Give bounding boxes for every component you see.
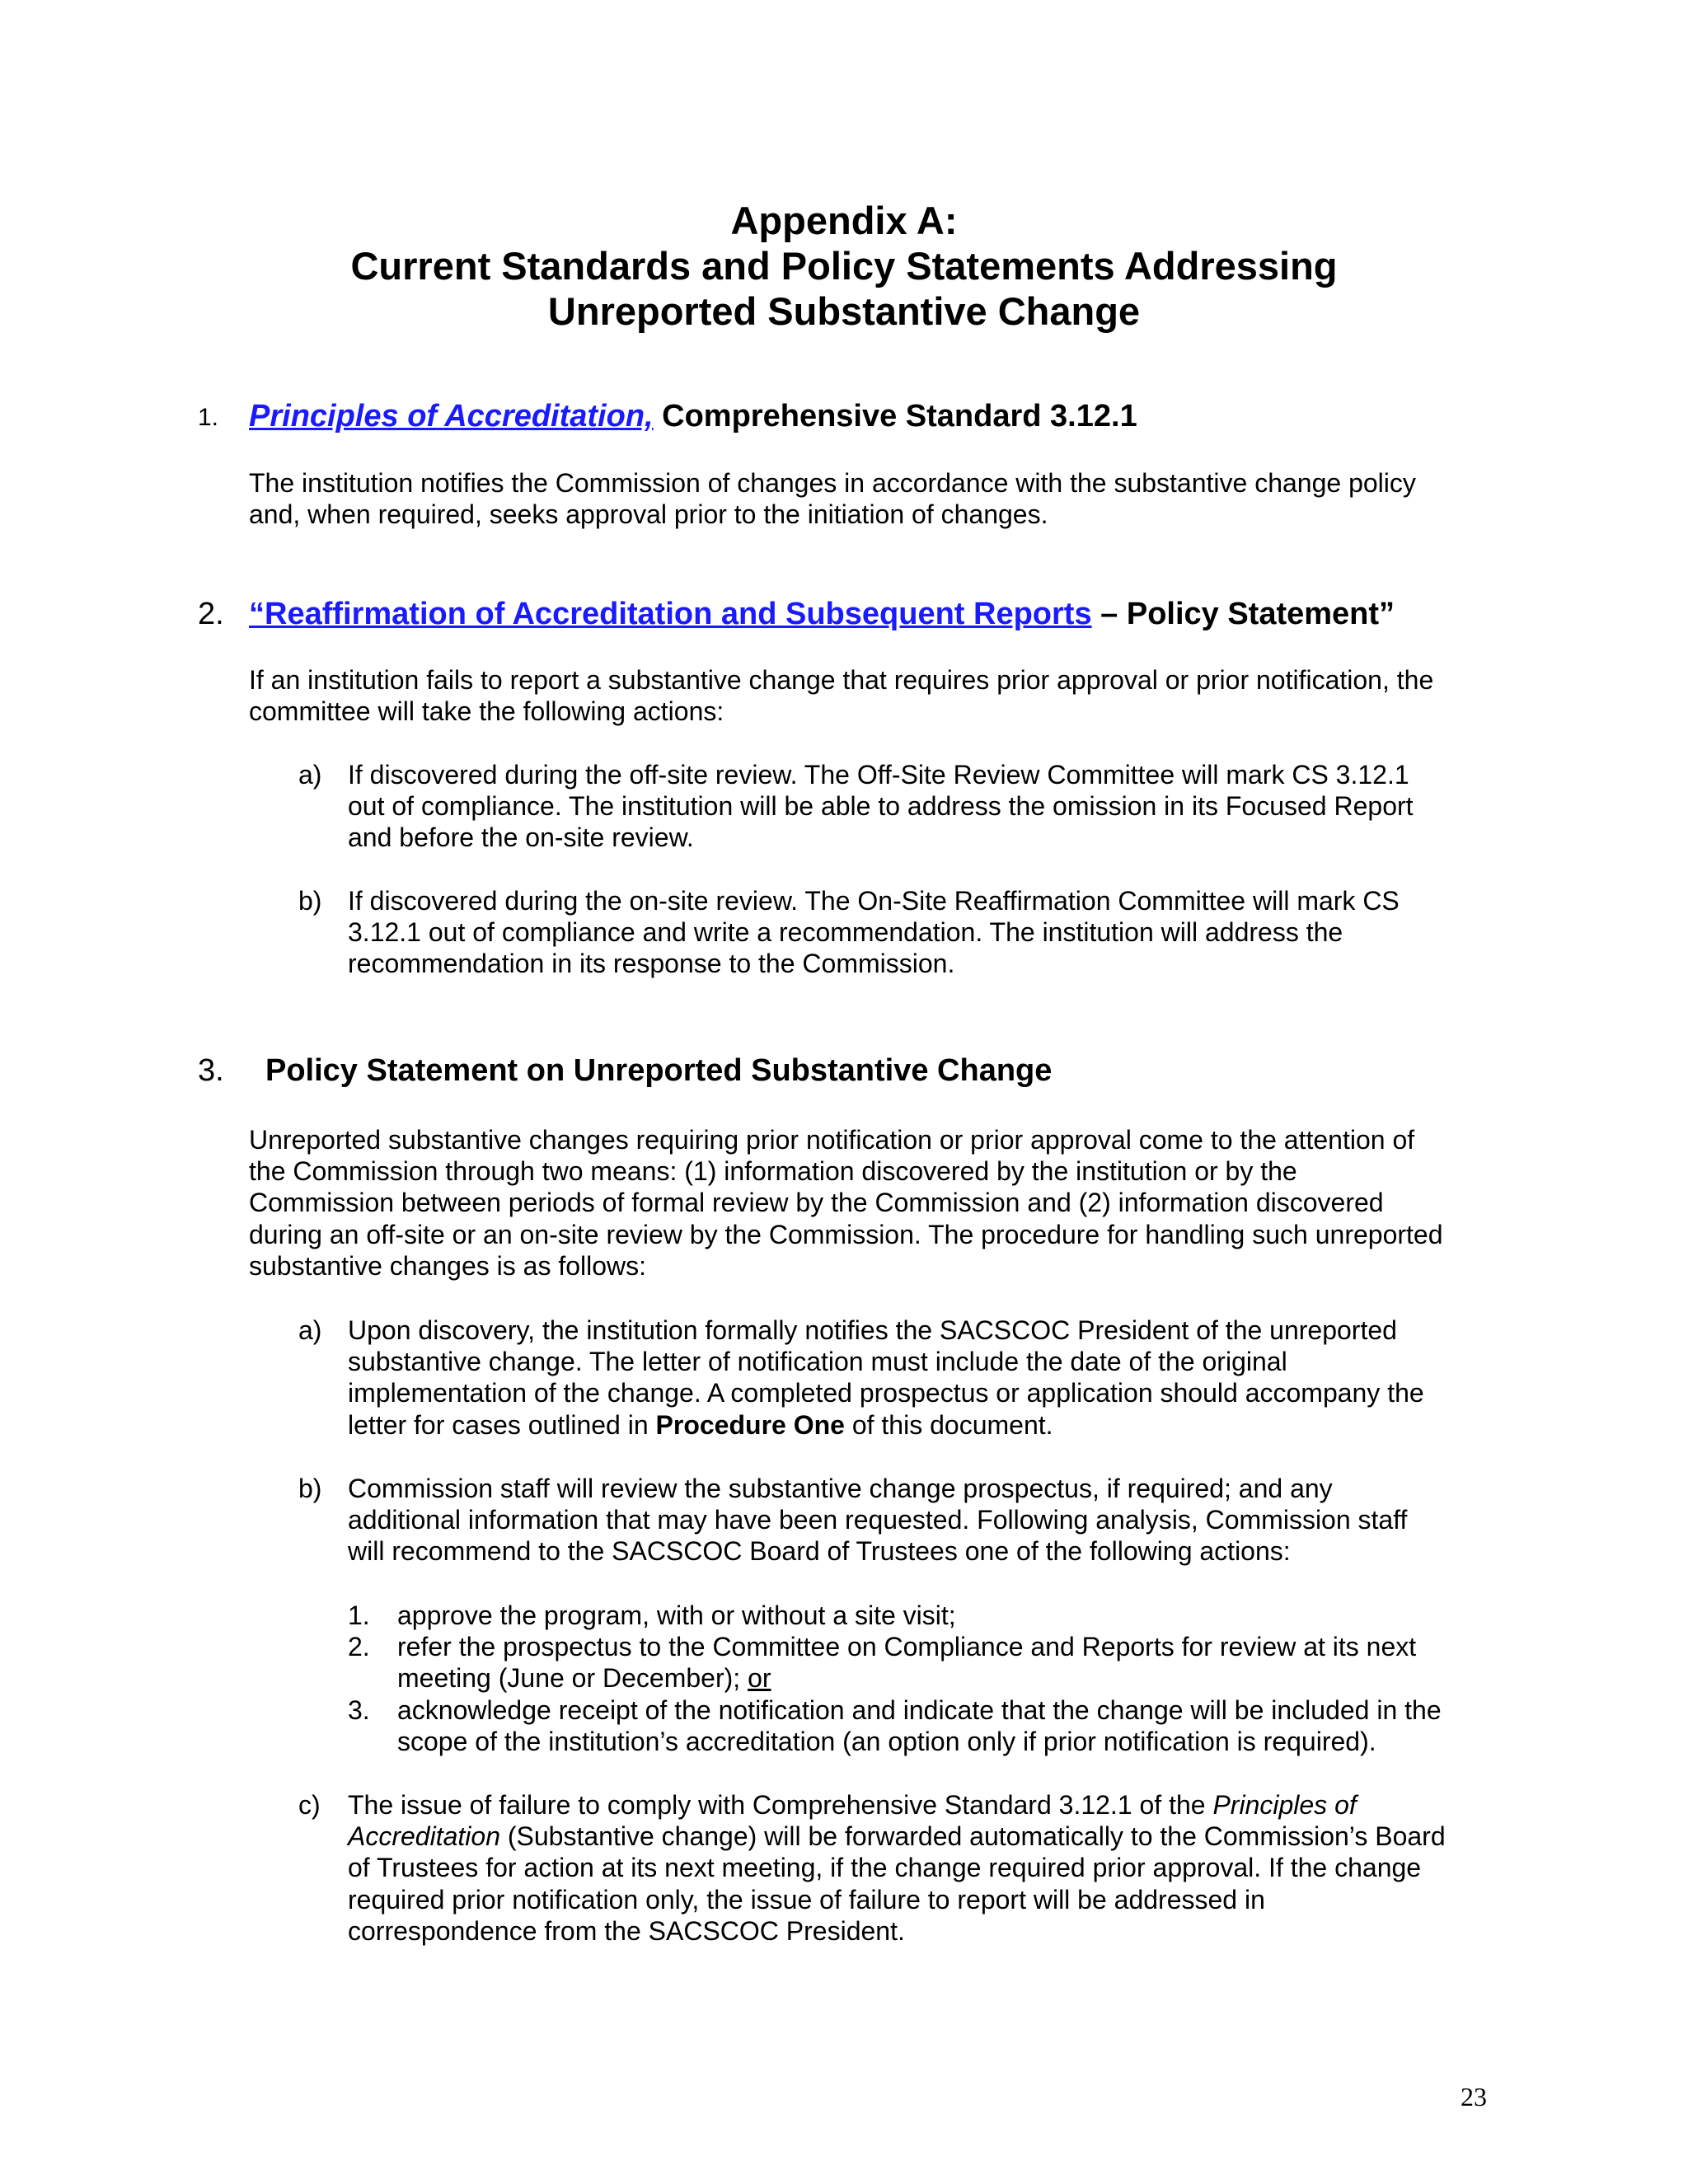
section1-heading: [249, 397, 1137, 435]
section2-item-b-line2: 3.12.1 out of compliance and write a recommendation. The institution will address the: [348, 917, 1343, 947]
appendix-title-line1: Appendix A:: [730, 199, 958, 242]
section3-intro-line4: during an off-site or an on-site review by the Commission. The procedure for handling such unreported: [249, 1220, 1443, 1249]
section2-number: 2.: [198, 597, 224, 631]
section3-item-a-line1: Upon discovery, the institution formally notifies the SACSCOC President of the unreported: [348, 1315, 1397, 1345]
subitem-2-text-line1: refer the prospectus to the Committee on Compliance and Reports for review at its next: [397, 1632, 1417, 1661]
procedure-one-emphasis: Procedure One: [655, 1410, 845, 1440]
section3-item-b-label: b): [298, 1474, 322, 1503]
section3-item-a-line4: letter for cases outlined in Procedure One of this document.: [348, 1410, 1053, 1440]
reaffirmation-link[interactable]: “Reaffirmation of Accreditation and Subsequent Reports: [249, 597, 1092, 631]
section3-item-c-line2: Accreditation (Substantive change) will be forwarded automatically to the Commission’s Board: [348, 1821, 1446, 1851]
section2-item-a-label: a): [298, 760, 322, 790]
section3-intro-line1: Unreported substantive changes requiring prior notification or prior approval come to the attention of: [249, 1125, 1415, 1155]
section2-item-a-line3: and before the on-site review.: [348, 823, 694, 852]
section3-intro-line5: substantive changes is as follows:: [249, 1251, 647, 1281]
section3-item-a-line3: implementation of the change. A completed prospectus or application should accompany the: [348, 1378, 1424, 1408]
section3-item-c-line5: correspondence from the SACSCOC President.: [348, 1916, 905, 1946]
section1-body-line1: The institution notifies the Commission of changes in accordance with the substantive change policy: [249, 468, 1416, 498]
section1-number: 1.: [198, 404, 219, 431]
section3-item-a-label: a): [298, 1315, 322, 1345]
subitem-3-text-line2: scope of the institution’s accreditation (an option only if prior notification is required).: [397, 1727, 1376, 1756]
section3-intro-line3: Commission between periods of formal review by the Commission and (2) information discovered: [249, 1188, 1384, 1217]
subitem-3-number: 3.: [348, 1695, 370, 1725]
section2-heading-rest: – Policy Statement”: [1091, 597, 1395, 631]
principles-of-accreditation-link[interactable]: Principles of Accreditation,: [249, 399, 654, 434]
section3-item-b-line2: additional information that may have been requested. Following analysis, Commission staff: [348, 1505, 1408, 1535]
section3-item-c-line4: required prior notification only, the issue of failure to report will be addressed in: [348, 1885, 1265, 1915]
section2-item-b-line3: recommendation in its response to the Commission.: [348, 949, 955, 978]
section3-item-b-line3: will recommend to the SACSCOC Board of Trustees one of the following actions:: [348, 1536, 1291, 1566]
section2-item-a-line1: If discovered during the off-site review. The Off-Site Review Committee will mark CS 3.12.1: [348, 760, 1409, 790]
section3-item-c-label: c): [298, 1790, 321, 1820]
section2-item-b-line1: If discovered during the on-site review. The On-Site Reaffirmation Committee will mark CS: [348, 886, 1400, 916]
subitem-3-text-line1: acknowledge receipt of the notification and indicate that the change will be included in the: [397, 1695, 1442, 1725]
section2-item-b-label: b): [298, 886, 322, 916]
section3-heading: Policy Statement on Unreported Substantive Change: [265, 1053, 1053, 1088]
subitem-2-text-line2: meeting (June or December); or: [397, 1663, 771, 1693]
section2-heading: [249, 595, 1395, 633]
section2-intro-line1: If an institution fails to report a substantive change that requires prior approval or prior notification, the: [249, 665, 1434, 695]
section3-number: 3.: [198, 1053, 224, 1088]
section3-intro-line2: the Commission through two means: (1) information discovered by the institution or by the: [249, 1156, 1297, 1186]
section1-body-line2: and, when required, seeks approval prior to the initiation of changes.: [249, 499, 1048, 529]
section3-item-b-line1: Commission staff will review the substantive change prospectus, if required; and any: [348, 1474, 1333, 1503]
section2-item-a-line2: out of compliance. The institution will be able to address the omission in its Focused Report: [348, 791, 1414, 821]
section3-item-c-line3: of Trustees for action at its next meeting, if the change required prior approval. If the change: [348, 1853, 1422, 1882]
section3-item-c-line1: The issue of failure to comply with Comprehensive Standard 3.12.1 of the Principles of: [348, 1790, 1357, 1820]
subitem-2-number: 2.: [348, 1632, 370, 1661]
page-number: 23: [1461, 2082, 1487, 2111]
subitem-1-text: approve the program, with or without a site visit;: [397, 1601, 956, 1630]
section3-item-a-line2: substantive change. The letter of notification must include the date of the original: [348, 1347, 1287, 1376]
subitem-1-number: 1.: [348, 1601, 370, 1630]
or-underlined: or: [748, 1663, 771, 1693]
section1-heading-rest: Comprehensive Standard 3.12.1: [653, 399, 1137, 434]
appendix-title-line3: Unreported Substantive Change: [547, 289, 1141, 333]
appendix-title-line2: Current Standards and Policy Statements Addressing: [350, 244, 1338, 288]
section2-intro-line2: committee will take the following actions:: [249, 696, 724, 726]
